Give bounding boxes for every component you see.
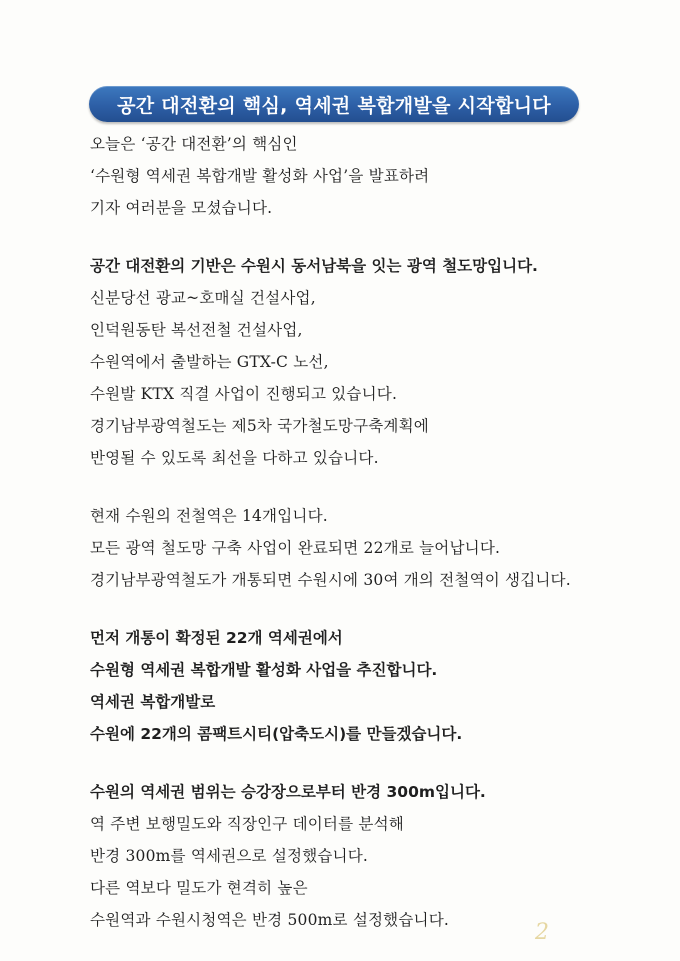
paragraph-gap bbox=[90, 596, 660, 622]
text-line: 반영될 수 있도록 최선을 다하고 있습니다. bbox=[90, 449, 379, 467]
text-line: 기자 여러분을 모셨습니다. bbox=[90, 199, 273, 217]
text-line: 역 주변 보행밀도와 직장인구 데이터를 분석해 bbox=[90, 815, 404, 833]
paragraph bbox=[90, 250, 660, 474]
text-line: 모든 광역 철도망 구축 사업이 완료되면 22개로 늘어납니다. bbox=[90, 539, 501, 557]
text-line: ‘수원형 역세권 복합개발 활성화 사업’을 발표하려 bbox=[90, 167, 430, 185]
title-banner bbox=[89, 86, 579, 122]
paragraph-gap bbox=[90, 750, 660, 776]
paragraph bbox=[90, 776, 660, 936]
text-line: 신분당선 광교~호매실 건설사업, bbox=[90, 289, 316, 307]
paragraph bbox=[90, 622, 660, 750]
emphasis-line: 수원에 22개의 콤팩트시티(압축도시)를 만들겠습니다. bbox=[90, 725, 463, 743]
emphasis-line: 역세권 복합개발로 bbox=[90, 693, 216, 711]
text-line: 수원역에서 출발하는 GTX-C 노선, bbox=[90, 353, 329, 371]
paragraph-gap bbox=[90, 224, 660, 250]
text-line: 현재 수원의 전철역은 14개입니다. bbox=[90, 507, 328, 525]
paragraph-gap bbox=[90, 474, 660, 500]
text-line: 경기남부광역철도가 개통되면 수원시에 30여 개의 전철역이 생깁니다. bbox=[90, 571, 571, 589]
emphasis-line: 수원의 역세권 범위는 승강장으로부터 반경 300m입니다. bbox=[90, 783, 486, 801]
paragraph bbox=[90, 500, 660, 596]
paragraph bbox=[90, 128, 660, 224]
text-line: 다른 역보다 밀도가 현격히 높은 bbox=[90, 879, 308, 897]
text-line: 경기남부광역철도는 제5차 국가철도망구축계획에 bbox=[90, 417, 429, 435]
emphasis-line: 공간 대전환의 기반은 수원시 동서남북을 잇는 광역 철도망입니다. bbox=[90, 257, 538, 275]
emphasis-line: 먼저 개통이 확정된 22개 역세권에서 bbox=[90, 629, 343, 647]
text-line: 수원역과 수원시청역은 반경 500m로 설정했습니다. bbox=[90, 911, 450, 929]
emphasis-line: 수원형 역세권 복합개발 활성화 사업을 추진합니다. bbox=[90, 661, 438, 679]
text-line: 오늘은 ‘공간 대전환’의 핵심인 bbox=[90, 135, 298, 153]
text-line: 수원발 KTX 직결 사업이 진행되고 있습니다. bbox=[90, 385, 398, 403]
page-title: 공간 대전환의 핵심, 역세권 복합개발을 시작합니다 bbox=[117, 94, 551, 117]
text-line: 인덕원동탄 복선전철 건설사업, bbox=[90, 321, 303, 339]
text-line: 반경 300m를 역세권으로 설정했습니다. bbox=[90, 847, 369, 865]
page-number: 2 bbox=[535, 920, 549, 945]
body-text bbox=[90, 128, 660, 936]
